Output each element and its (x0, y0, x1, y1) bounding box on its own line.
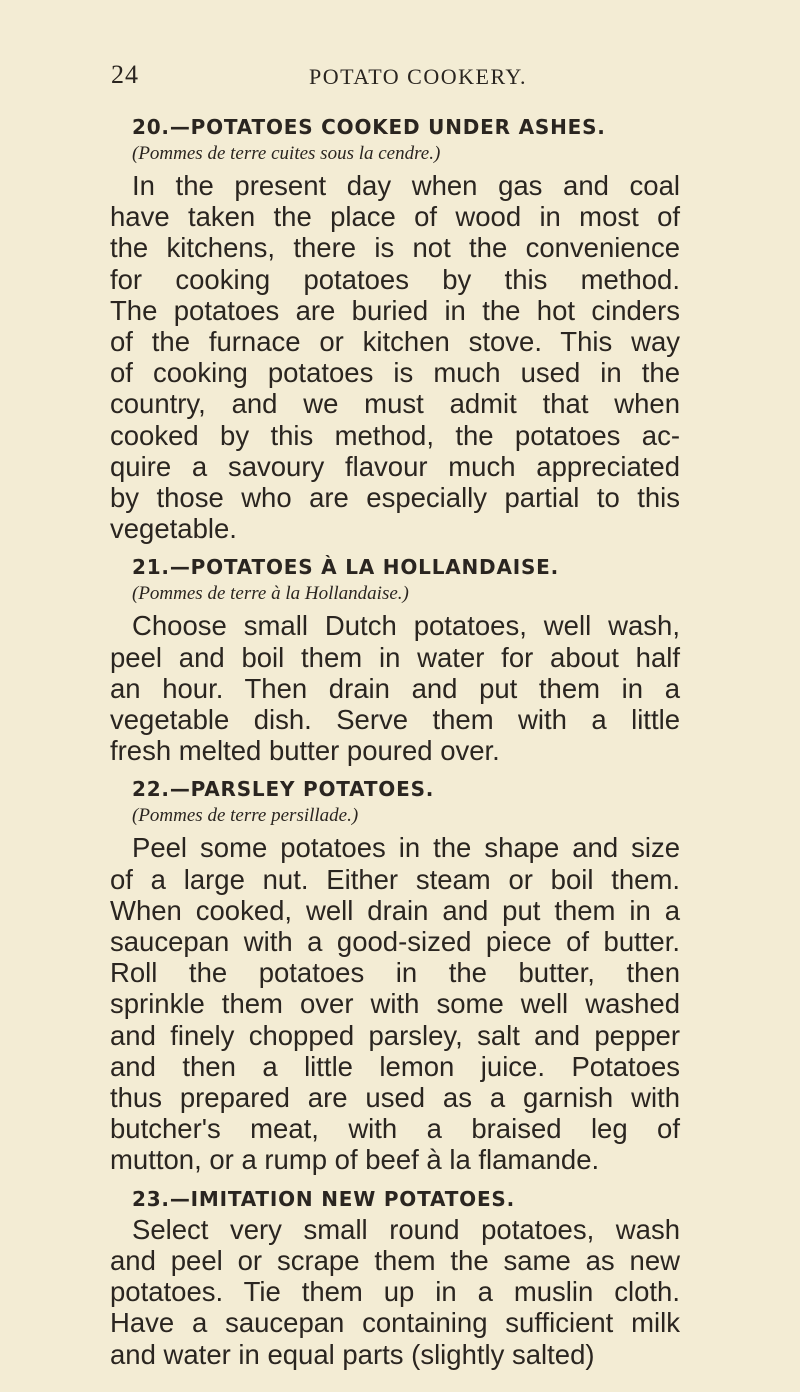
paragraph-line: vegetable. (110, 513, 237, 545)
paragraph-line: Select very small round potatoes, wash (132, 1213, 680, 1245)
paragraph-line: peel and boil them in water for about half (110, 641, 680, 673)
page-number: 24 (111, 60, 139, 89)
running-head: POTATO COOKERY. (309, 64, 527, 89)
paragraph-line: of a large nut. Either steam or boil them. (110, 863, 680, 895)
paragraph-line: by those who are especially partial to this (110, 482, 680, 514)
paragraph-line: have taken the place of wood in most of (110, 201, 680, 233)
paragraph-line: country, and we must admit that when (110, 388, 680, 420)
paragraph-line: sprinkle them over with some well washed (110, 988, 680, 1020)
recipe-french-subtitle: (Pommes de terre à la Hollandaise.) (132, 583, 409, 605)
paragraph-line: mutton, or a rump of beef à la flamande. (110, 1144, 600, 1176)
paragraph-line: of cooking potatoes is much used in the (110, 357, 680, 389)
paragraph-line: for cooking potatoes by this method. (110, 263, 680, 295)
recipe-heading: 21.—POTATOES À LA HOLLANDAISE. (132, 555, 560, 580)
paragraph-line: and then a little lemon juice. Potatoes (110, 1050, 680, 1082)
paragraph-line: fresh melted butter poured over. (110, 735, 500, 767)
recipe-paragraph (110, 170, 680, 544)
paragraph-line: Peel some potatoes in the shape and size (132, 832, 680, 864)
recipe-paragraph (110, 832, 680, 1175)
paragraph-line: butcher's meat, with a braised leg of (110, 1113, 680, 1145)
paragraph-line: When cooked, well drain and put them in a (110, 894, 680, 926)
paragraph-line: Choose small Dutch potatoes, well wash, (132, 610, 680, 642)
page-body (110, 112, 680, 1370)
recipe-section-imitation-new-potatoes (110, 1184, 680, 1370)
paragraph-line: potatoes. Tie them up in a muslin cloth. (110, 1276, 680, 1308)
paragraph-line: Have a saucepan containing sufficient milk (110, 1307, 680, 1339)
paragraph-line: quire a savoury flavour much appreciated (110, 450, 680, 482)
paragraph-line: cooked by this method, the potatoes ac- (110, 419, 680, 451)
recipe-heading: 23.—IMITATION NEW POTATOES. (132, 1186, 516, 1211)
recipe-heading: 22.—PARSLEY POTATOES. (132, 777, 435, 802)
recipe-paragraph (110, 610, 680, 766)
paragraph-line: and finely chopped parsley, salt and pepper (110, 1019, 680, 1051)
recipe-paragraph (110, 1214, 680, 1370)
recipe-french-subtitle: (Pommes de terre persillade.) (132, 805, 359, 827)
paragraph-line: In the present day when gas and coal (132, 170, 680, 201)
paragraph-line: thus prepared are used as a garnish with (110, 1082, 680, 1114)
recipe-section-potatoes-hollandaise (110, 552, 680, 774)
paragraph-line: the kitchens, there is not the convenience (110, 232, 680, 264)
page-header (111, 60, 711, 100)
paragraph-line: of the furnace or kitchen stove. This way (110, 326, 680, 358)
paragraph-line: and water in equal parts (slightly salted) (110, 1338, 595, 1370)
recipe-french-subtitle: (Pommes de terre cuites sous la cendre.) (132, 143, 441, 164)
paragraph-line: Roll the potatoes in the butter, then (110, 957, 680, 989)
paragraph-line: saucepan with a good-sized piece of butter. (110, 926, 680, 958)
paragraph-line: vegetable dish. Serve them with a little (110, 704, 680, 736)
recipe-section-parsley-potatoes (110, 774, 680, 1183)
paragraph-line: and peel or scrape them the same as new (110, 1244, 680, 1276)
recipe-heading: 20.—POTATOES COOKED UNDER ASHES. (132, 115, 606, 139)
recipe-section-potatoes-under-ashes (110, 112, 680, 552)
paragraph-line: an hour. Then drain and put them in a (110, 672, 680, 704)
paragraph-line: The potatoes are buried in the hot cinders (110, 294, 680, 326)
